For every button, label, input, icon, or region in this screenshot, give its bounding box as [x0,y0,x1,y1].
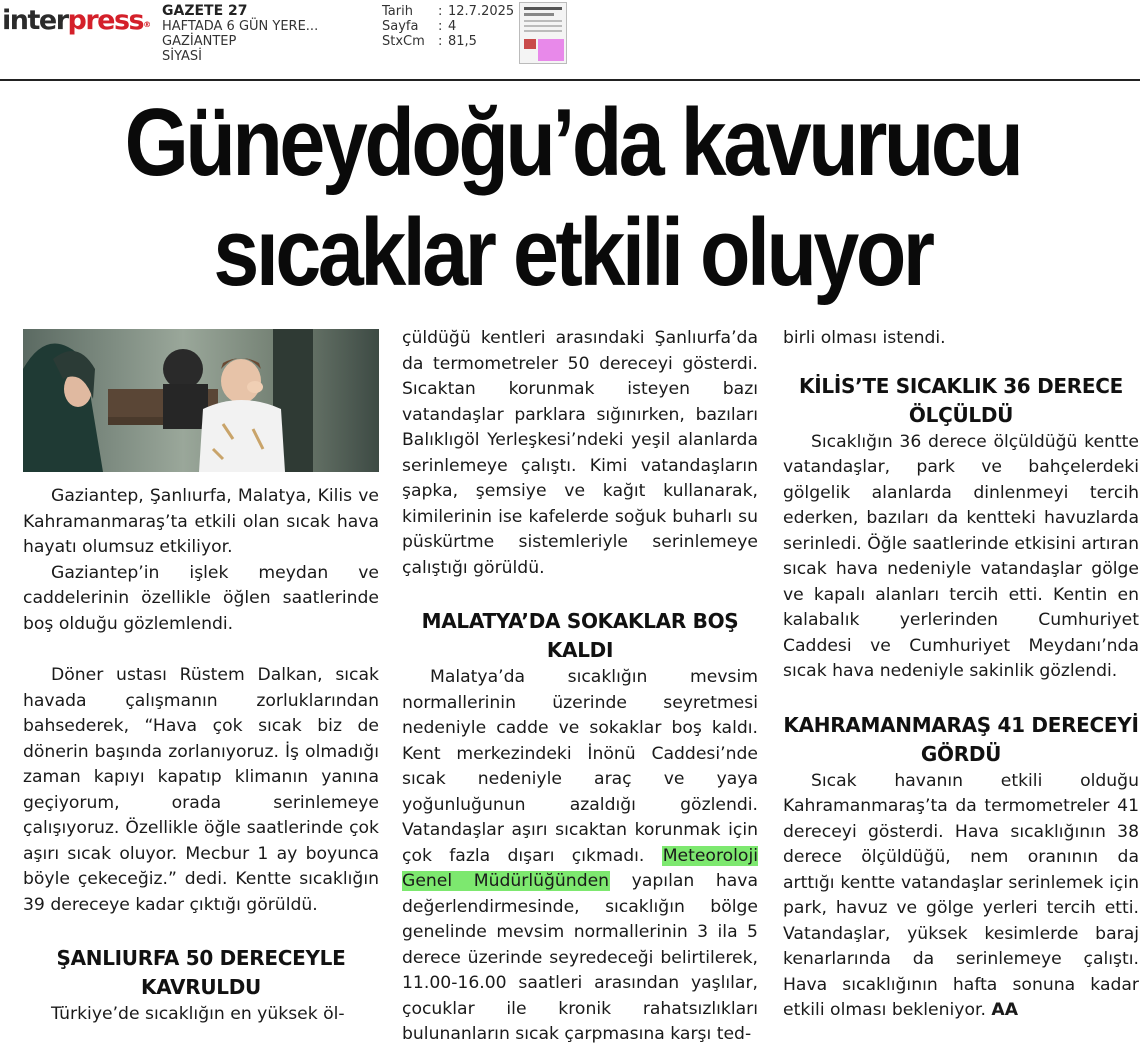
meta-row-date [382,4,514,19]
article-column-1 [23,484,379,1028]
clipping-header [0,0,1145,80]
meta-colon: : [438,4,443,19]
publication-name: GAZETE 27 [162,3,248,19]
paragraph: Sıcaklığın 36 derece ölçüldüğü kentte vatandaşlar, park ve bahçelerdeki gölgelik alanlarda dinlenmeyi tercih ederken, bazıları da kentteki havuzlarda serinledi. Öğle saatlerinde etkisini artıran sıcak hava nedeniyle vatandaşlar gölge ve kapalı alanları tercih etti. Kentin en kalabalık yerlerinden Cumhuriyet Caddesi ve Cumhuriyet Meydanı’nda sıcak hava nedeniyle sakinlik gözlendi. [783,431,1139,681]
paragraph-with-highlight [402,665,758,1048]
meta-value: 12.7.2025 [448,4,515,19]
agency-signature: AA [991,1000,1018,1020]
meta-colon: : [438,19,443,34]
interpress-logo [2,4,151,38]
meta-key: Tarih [382,4,413,19]
publication-city: GAZİANTEP [162,34,237,49]
paragraph-text: yapılan hava değerlendirmesinde, sıcaklığın bölge genelinde mevsim normallerinin 3 ila 5 derece üzerinde seyredeceği belirtilerek, 11.00-16.00 saatleri arasından yaşlılar, çocuklar ile kronik rahatsızlıkları bulunanların sıcak çarpmasına karşı ted- [402,871,758,1044]
logo-text-accent: press [67,5,144,36]
paragraph-text: Sıcak havanın etkili olduğu Kahramanmaraş’ta da termometreler 41 dereceyi gösterdi. Hava sıcaklığının 38 derece ölçüldüğü, nem oranının da arttığı kentte vatandaşlar serinlemek için park, havuz ve gölge yerleri tercih etti. Vatandaşlar, yüksek kesimlerde baraj kenarlarında da serinlemeye çalıştı. Hava sıcaklığının hafta sonuna kadar etkili olması bekleniyor. [783,770,1139,1020]
paragraph: Gaziantep’in işlek meydan ve caddelerinin özellikle öğlen saatlerinde boş olduğu gözlemlendi. [23,562,379,634]
meta-value: 4 [448,19,457,34]
paragraph-text: Malatya’da sıcaklığın mevsim normallerinin üzerinde seyretmesi nedeniyle cadde ve sokaklar boş kaldı. Kent merkezindeki İnönü Caddesi’nde sıcak nedeniyle araç ve yaya yoğunluğunun azaldığı gözlendi. Vatandaşlar aşırı sıcaktan korunmak için çok fazla dışarı çıkmadı. [402,667,758,866]
header-divider [0,79,1140,81]
subheading-kahramanmaras: KAHRAMANMARAŞ 41 DERECEYİ GÖRDÜ [783,712,1139,766]
paragraph: Gaziantep, Şanlıurfa, Malatya, Kilis ve Kahramanmaraş’ta etkili olan sıcak hava hayatı olumsuz etkiliyor. [23,486,379,557]
paragraph: birli olması istendi. [783,328,946,348]
highlighted-term: Meteoroloji Genel Müdürlüğünden [402,845,758,891]
headline-line-2: sıcaklar etkili oluyor [213,199,932,306]
meta-key: Sayfa [382,19,419,34]
article-column-3 [783,326,1139,1024]
publication-frequency: HAFTADA 6 GÜN YERE... [162,19,319,34]
subheading-kilis: KİLİS’TE SICAKLIK 36 DERECE ÖLÇÜLDÜ [799,373,1123,427]
subheading-malatya: MALATYA’DA SOKAKLAR BOŞ KALDI [421,609,739,662]
meta-value: 81,5 [448,34,477,49]
meta-row-page [382,19,514,34]
subheading-sanliurfa: ŞANLIURFA 50 DERECEYLE KAVRULDU [56,946,346,999]
meta-key: StxCm [382,34,425,49]
article-column-2 [402,326,758,1048]
meta-colon: : [438,34,443,49]
publication-section: SİYASİ [162,49,202,64]
article-headline [80,88,1065,308]
paragraph: Türkiye’de sıcaklığın en yüksek öl- [51,1004,345,1024]
article-photo [23,329,379,472]
clipping-meta [382,4,514,49]
paragraph: Döner ustası Rüstem Dalkan, sıcak havada çalışmanın zorluklarından bahsederek, “Hava çok sıcak biz de dönerin başında zorlanıyoruz. İş olmadığı zaman kapıyı kapatıp klimanın yanına geçiyorum, orada serinlemeye çalışıyoruz. Özellikle öğle saatlerinde çok aşırı sıcak oluyor. Mecbur 1 ay boyunca böyle çekeceğiz.” dedi. Kentte sıcaklığın 39 dereceye kadar çıktığı görüldü. [23,665,379,915]
registered-mark: ® [143,20,152,29]
publication-info [162,4,318,64]
paragraph-with-signature [783,769,1139,1024]
headline-line-1: Güneydoğu’da kavurucu [124,89,1021,196]
paragraph: çüldüğü kentleri arasındaki Şanlıurfa’da da termometreler 50 dereceyi gösterdi. Sıcaktan korunmak isteyen bazı vatandaşlar parklara sığınırken, bazıları Balıklıgöl Yerleşkesi’ndeki yeşil alanlarda serinlemeye çalıştı. Kimi vatandaşların şapka, şemsiye ve kağıt kullanarak, kimilerinin ise kafelerde soğuk buharlı su püskürtme sistemleriyle serinlemeye çalıştığı görüldü. [402,328,758,578]
meta-row-stxcm [382,34,514,49]
logo-text-main: inter [2,5,68,36]
page-thumbnail[interactable] [519,2,567,64]
